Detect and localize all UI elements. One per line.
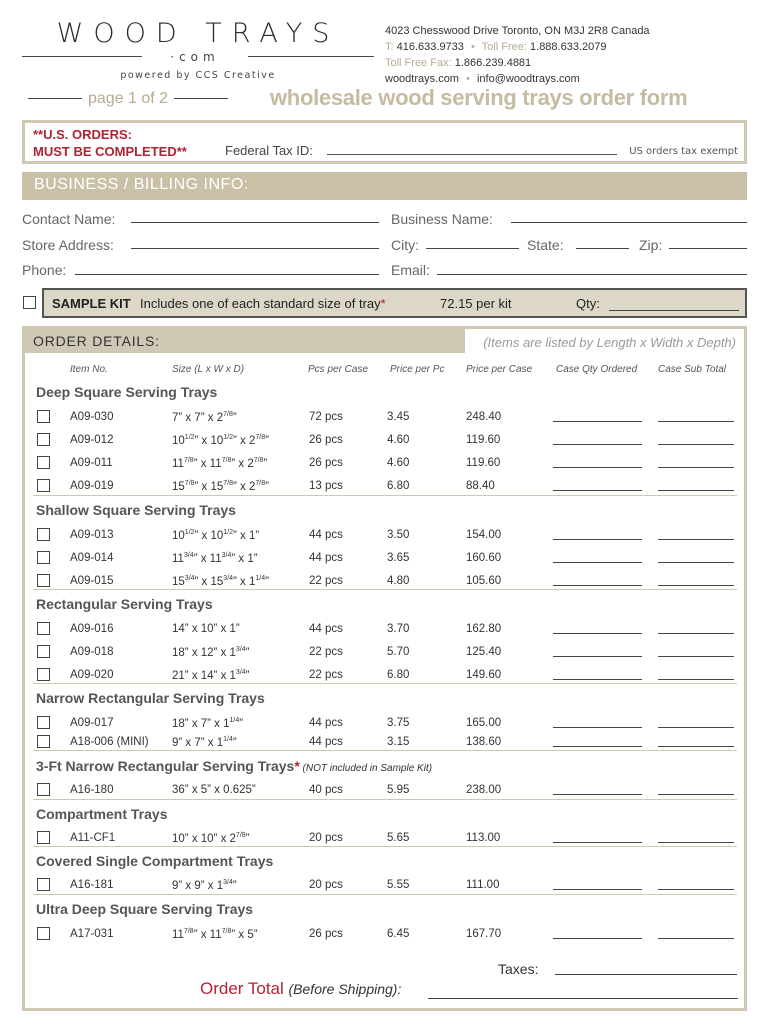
us-orders-warning: [33, 126, 187, 160]
item-number: A16-180: [70, 784, 114, 796]
col-price-per-pc: Price per Pc: [390, 364, 445, 375]
price-per-pc: 3.45: [387, 411, 410, 423]
price-per-case: 111.00: [466, 879, 500, 891]
price-per-case: 248.40: [466, 411, 502, 423]
pcs-per-case: 40 pcs: [309, 784, 343, 796]
price-per-pc: 3.75: [387, 717, 410, 729]
category-heading: [36, 384, 217, 400]
col-pcs-per-case: Pcs per Case: [308, 364, 369, 375]
item-checkbox[interactable]: [37, 927, 50, 940]
taxes-label: Taxes:: [498, 961, 539, 977]
contact-phones: [385, 39, 650, 55]
us-orders-line1: **U.S. ORDERS:: [33, 127, 132, 142]
category-name: Narrow Rectangular Serving Trays: [36, 690, 265, 706]
pcs-per-case: 13 pcs: [309, 480, 343, 492]
case-subtotal-field[interactable]: [658, 490, 734, 491]
item-checkbox[interactable]: [37, 622, 50, 635]
case-subtotal-field[interactable]: [658, 938, 734, 939]
category-divider: [33, 750, 737, 751]
item-size: 7” x 7” x $2^{7/8}$”: [172, 411, 237, 424]
pcs-per-case: 20 pcs: [309, 832, 343, 844]
asterisk: *: [294, 758, 300, 774]
item-number: A09-030: [70, 411, 114, 423]
item-size: 10” x 10” x $2^{7/8}$”: [172, 832, 250, 845]
city-label: City:: [391, 237, 419, 253]
item-size: $11^{7/8}$” x $11^{7/8}$” x 5”: [172, 928, 258, 941]
price-per-pc: 5.70: [387, 646, 410, 658]
pcs-per-case: 44 pcs: [309, 529, 343, 541]
case-subtotal-field[interactable]: [658, 633, 734, 634]
case-subtotal-field[interactable]: [658, 679, 734, 680]
col-case-subtotal: Case Sub Total: [658, 364, 727, 375]
pcs-per-case: 20 pcs: [309, 879, 343, 891]
case-qty-field[interactable]: [553, 727, 642, 728]
price-per-pc: 6.80: [387, 480, 410, 492]
item-checkbox[interactable]: [37, 783, 50, 796]
category-divider: [33, 799, 737, 800]
price-per-case: 165.00: [466, 717, 502, 729]
billing-title: BUSINESS / BILLING INFO:: [34, 176, 249, 193]
contact-name-label: Contact Name:: [22, 211, 116, 227]
col-item-no: Item No.: [70, 364, 108, 375]
phone-label: Phone:: [22, 262, 67, 278]
item-checkbox[interactable]: [37, 716, 50, 729]
item-number: A16-181: [70, 879, 114, 891]
us-orders-box: [22, 120, 747, 164]
sample-kit-qty-label: Qty:: [576, 296, 600, 311]
case-subtotal-field[interactable]: [658, 585, 734, 586]
item-checkbox[interactable]: [37, 831, 50, 844]
pcs-per-case: 22 pcs: [309, 646, 343, 658]
contact-name-field[interactable]: [131, 222, 379, 223]
page-indicator: [22, 90, 234, 108]
contact-address: 4023 Chesswood Drive Toronto, ON M3J 2R8 Canada: [385, 25, 650, 37]
item-number: A11-CF1: [70, 832, 116, 844]
category-name: Compartment Trays: [36, 806, 168, 822]
order-total-colon: :: [397, 981, 402, 997]
sample-kit-price: 72.15 per kit: [440, 296, 512, 311]
tel-label: T:: [385, 41, 394, 53]
price-per-pc: 5.55: [387, 879, 410, 891]
sample-kit-label: SAMPLE KIT: [52, 296, 131, 311]
item-size: 18” x 7” x $1^{1/4}$”: [172, 717, 244, 730]
item-checkbox[interactable]: [37, 878, 50, 891]
case-subtotal-field[interactable]: [658, 727, 734, 728]
price-per-pc: 4.80: [387, 575, 410, 587]
category-name: Shallow Square Serving Trays: [36, 502, 236, 518]
item-number: A18-006 (MINI): [70, 736, 149, 748]
pcs-per-case: 22 pcs: [309, 575, 343, 587]
case-subtotal-field[interactable]: [658, 421, 734, 422]
phone-field[interactable]: [75, 274, 379, 275]
item-size: 21” x 14” x $1^{3/4}$”: [172, 669, 250, 682]
price-per-case: 154.00: [466, 529, 502, 541]
item-number: A09-019: [70, 480, 114, 492]
item-checkbox[interactable]: [37, 410, 50, 423]
tax-exempt-note: US orders tax exempt: [629, 146, 738, 157]
item-size: $15^{7/8}$” x $15^{7/8}$” x $2^{7/8}$”: [172, 480, 269, 493]
tollfree-value: 1.888.633.2079: [530, 41, 607, 53]
item-size: 9” x 9” x $1^{3/4}$”: [172, 879, 237, 892]
zip-label: Zip:: [639, 237, 663, 253]
item-checkbox[interactable]: [37, 479, 50, 492]
price-per-pc: 5.65: [387, 832, 410, 844]
item-checkbox[interactable]: [37, 456, 50, 469]
logo-powered-by: powered by CCS Creative: [120, 70, 276, 81]
case-qty-field[interactable]: [553, 539, 642, 540]
item-number: A09-016: [70, 623, 114, 635]
col-case-qty: Case Qty Ordered: [556, 364, 638, 375]
case-qty-field[interactable]: [553, 746, 642, 747]
store-address-label: Store Address:: [22, 237, 114, 253]
case-subtotal-field[interactable]: [658, 562, 734, 563]
category-name: Covered Single Compartment Trays: [36, 853, 274, 869]
rule: [174, 98, 228, 99]
price-per-case: 113.00: [466, 832, 501, 844]
item-number: A09-017: [70, 717, 114, 729]
pcs-per-case: 44 pcs: [309, 623, 343, 635]
price-per-case: 138.60: [466, 736, 502, 748]
case-subtotal-field[interactable]: [658, 467, 734, 468]
store-address-field[interactable]: [131, 248, 379, 249]
item-number: A09-012: [70, 434, 114, 446]
email-link[interactable]: info@woodtrays.com: [476, 73, 580, 85]
price-per-pc: 5.95: [387, 784, 410, 796]
page-label: page 1 of 2: [88, 90, 169, 107]
order-details-title: ORDER DETAILS:: [33, 333, 160, 349]
price-per-pc: 6.45: [387, 928, 410, 940]
business-name-field[interactable]: [511, 222, 747, 223]
zip-field[interactable]: [669, 248, 747, 249]
asterisk: *: [380, 296, 386, 311]
case-qty-field[interactable]: [553, 562, 642, 563]
taxes-field[interactable]: [555, 974, 737, 975]
item-checkbox[interactable]: [37, 645, 50, 658]
case-qty-field[interactable]: [553, 842, 642, 843]
tollfree-label: Toll Free:: [481, 41, 527, 53]
fax-label: Toll Free Fax:: [385, 57, 452, 69]
price-per-case: 88.40: [466, 480, 495, 492]
col-size: Size (L x W x D): [172, 364, 245, 375]
rule: [28, 98, 82, 99]
category-divider: [33, 495, 737, 496]
price-per-case: 149.60: [466, 669, 502, 681]
case-subtotal-field[interactable]: [658, 656, 734, 657]
item-checkbox[interactable]: [37, 528, 50, 541]
item-size: $10^{1/2}$” x $10^{1/2}$” x $2^{7/8}$”: [172, 434, 269, 447]
case-subtotal-field[interactable]: [658, 794, 734, 795]
price-per-case: 119.60: [466, 457, 501, 469]
pcs-per-case: 44 pcs: [309, 736, 343, 748]
us-orders-line2: MUST BE COMPLETED**: [33, 144, 187, 159]
case-qty-field[interactable]: [553, 679, 642, 680]
sample-kit-desc: [140, 296, 386, 311]
fax-value: 1.866.239.4881: [454, 57, 532, 69]
case-qty-field[interactable]: [553, 794, 642, 795]
item-number: A09-011: [70, 457, 113, 469]
price-per-case: 119.60: [466, 434, 501, 446]
category-heading: [36, 758, 432, 774]
pcs-per-case: 72 pcs: [309, 411, 343, 423]
item-number: A09-013: [70, 529, 114, 541]
order-total-text: Order Total: [200, 979, 284, 998]
form-title: wholesale wood serving trays order form: [270, 85, 688, 110]
category-name: Deep Square Serving Trays: [36, 384, 218, 400]
order-total-label: [200, 979, 401, 999]
federal-tax-label: Federal Tax ID:: [225, 143, 313, 158]
price-per-case: 125.40: [466, 646, 502, 658]
sample-kit-qty-field[interactable]: [609, 310, 739, 311]
sample-kit-checkbox[interactable]: [23, 296, 36, 309]
case-subtotal-field[interactable]: [658, 746, 734, 747]
category-heading: [36, 690, 265, 706]
case-qty-field[interactable]: [553, 421, 642, 422]
item-number: A09-018: [70, 646, 114, 658]
sample-kit-desc-text: Includes one of each standard size of tray: [140, 296, 381, 311]
price-per-pc: 3.50: [387, 529, 410, 541]
case-qty-field[interactable]: [553, 467, 642, 468]
price-per-pc: 3.65: [387, 552, 410, 564]
tel-value: 416.633.9733: [396, 41, 464, 53]
case-subtotal-field[interactable]: [658, 842, 734, 843]
item-number: A17-031: [70, 928, 114, 940]
price-per-case: 162.80: [466, 623, 502, 635]
price-per-case: 238.00: [466, 784, 502, 796]
item-number: A09-020: [70, 669, 114, 681]
category-note: (NOT included in Sample Kit): [299, 763, 433, 774]
state-label: State:: [527, 237, 564, 253]
case-qty-field[interactable]: [553, 889, 642, 890]
category-heading: [36, 502, 236, 518]
item-checkbox[interactable]: [37, 574, 50, 587]
item-size: 18” x 12” x $1^{3/4}$”: [172, 646, 250, 659]
federal-tax-id-field[interactable]: [327, 154, 617, 155]
item-size: $15^{3/4}$” x $15^{3/4}$” x $1^{1/4}$”: [172, 575, 269, 588]
before-shipping-note: (Before Shipping): [288, 981, 398, 997]
category-name: Ultra Deep Square Serving Trays: [36, 901, 254, 917]
item-number: A09-015: [70, 575, 114, 587]
pcs-per-case: 26 pcs: [309, 434, 343, 446]
category-divider: [33, 589, 737, 590]
contact-block: [385, 23, 650, 87]
logo-rule-right: [248, 56, 374, 57]
price-per-case: 167.70: [466, 928, 502, 940]
item-checkbox[interactable]: [37, 551, 50, 564]
pcs-per-case: 22 pcs: [309, 669, 343, 681]
item-size: $10^{1/2}$” x $10^{1/2}$” x 1”: [172, 529, 260, 542]
case-qty-field[interactable]: [553, 938, 642, 939]
item-size: 36” x 5” x 0.625”: [172, 784, 256, 796]
price-per-pc: 3.15: [387, 736, 410, 748]
order-details-box: [22, 326, 747, 1011]
email-field[interactable]: [437, 274, 747, 275]
price-per-case: 160.60: [466, 552, 502, 564]
logo-wordmark: WOOD TRAYS: [56, 18, 340, 49]
order-total-field[interactable]: [428, 998, 738, 999]
item-size: 14” x 10” x 1”: [172, 623, 240, 635]
dimension-note: (Items are listed by Length x Width x Depth): [483, 335, 736, 350]
state-field[interactable]: [576, 248, 629, 249]
category-name: 3-Ft Narrow Rectangular Serving Trays: [36, 758, 295, 774]
price-per-pc: 6.80: [387, 669, 410, 681]
case-qty-field[interactable]: [553, 490, 642, 491]
separator-dot: •: [470, 41, 475, 53]
category-divider: [33, 846, 737, 847]
email-label: Email:: [391, 262, 430, 278]
case-subtotal-field[interactable]: [658, 889, 734, 890]
category-name: Rectangular Serving Trays: [36, 596, 213, 612]
pcs-per-case: 44 pcs: [309, 717, 343, 729]
category-heading: [36, 853, 273, 869]
case-subtotal-field[interactable]: [658, 539, 734, 540]
order-details-header: [25, 329, 465, 353]
item-checkbox[interactable]: [37, 668, 50, 681]
website-link[interactable]: woodtrays.com: [385, 73, 459, 85]
case-subtotal-field[interactable]: [658, 444, 734, 445]
business-name-label: Business Name:: [391, 211, 493, 227]
case-qty-field[interactable]: [553, 444, 642, 445]
col-price-per-case: Price per Case: [466, 364, 533, 375]
logo-rule-left: [22, 56, 142, 57]
item-number: A09-014: [70, 552, 114, 564]
price-per-pc: 4.60: [387, 434, 410, 446]
item-size: 9” x 7” x $1^{1/4}$”: [172, 736, 237, 749]
category-heading: [36, 806, 167, 822]
price-per-pc: 4.60: [387, 457, 410, 469]
case-qty-field[interactable]: [553, 656, 642, 657]
pcs-per-case: 26 pcs: [309, 928, 343, 940]
category-divider: [33, 683, 737, 684]
item-checkbox[interactable]: [37, 433, 50, 446]
contact-fax: [385, 55, 650, 71]
pcs-per-case: 44 pcs: [309, 552, 343, 564]
price-per-case: 105.60: [466, 575, 502, 587]
city-field[interactable]: [426, 248, 519, 249]
logo-com: ·com: [170, 50, 220, 64]
item-size: $11^{3/4}$” x $11^{3/4}$” x 1”: [172, 552, 258, 565]
case-qty-field[interactable]: [553, 633, 642, 634]
sample-kit-box: [42, 288, 747, 318]
category-divider: [33, 894, 737, 895]
price-per-pc: 3.70: [387, 623, 410, 635]
case-qty-field[interactable]: [553, 585, 642, 586]
separator-dot: •: [466, 73, 470, 85]
category-heading: [36, 596, 213, 612]
category-heading: [36, 901, 253, 917]
billing-section-header: [22, 172, 747, 200]
item-checkbox[interactable]: [37, 735, 50, 748]
item-size: $11^{7/8}$” x $11^{7/8}$” x $2^{7/8}$”: [172, 457, 268, 470]
pcs-per-case: 26 pcs: [309, 457, 343, 469]
